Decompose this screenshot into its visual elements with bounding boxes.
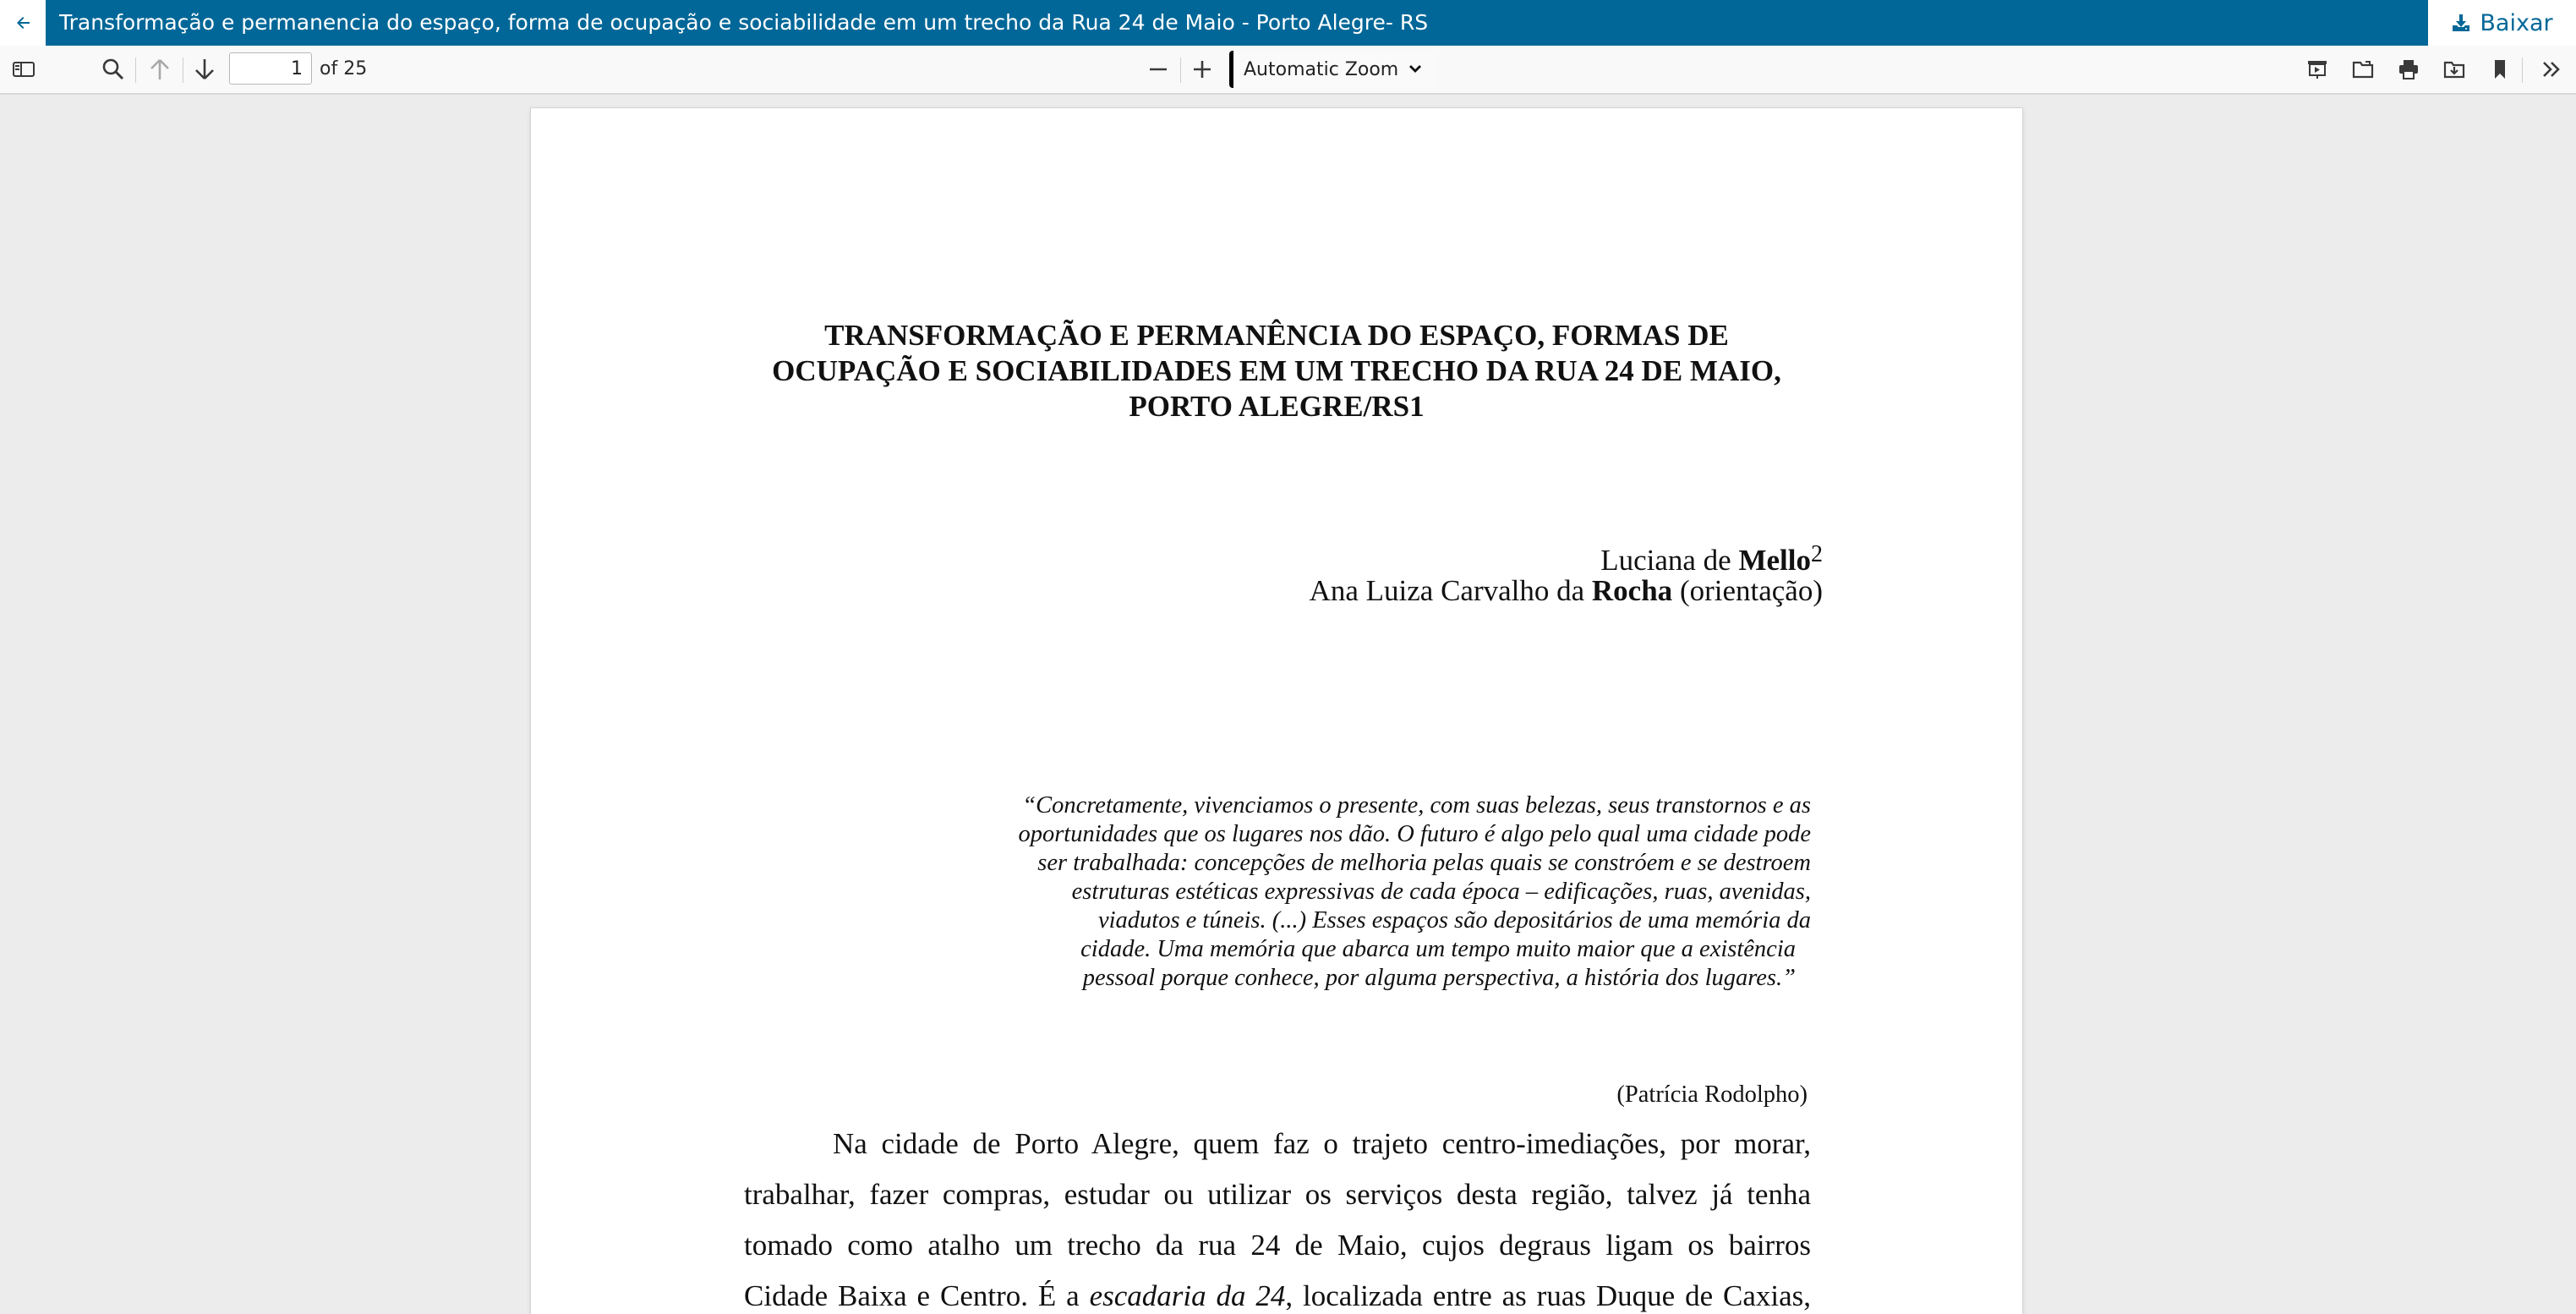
download-icon — [2451, 13, 2471, 33]
quote-line: viadutos e túneis. (...) Esses espaços são depositários de uma memória da — [1097, 907, 1811, 933]
pdf-page — [531, 108, 2022, 1314]
paper-title-line: TRANSFORMAÇÃO E PERMANÊNCIA DO ESPAÇO, FORMAS DE — [824, 319, 1729, 352]
arrow-down-icon — [194, 57, 216, 81]
download-label: Baixar — [2480, 9, 2553, 36]
author-role: (orientação) — [1672, 574, 1823, 607]
toolbar-separator — [135, 57, 136, 83]
bookmark-button[interactable] — [2480, 46, 2520, 93]
author-line — [1310, 576, 1823, 606]
zoom-out-icon — [1147, 58, 1169, 80]
zoom-in-icon — [1191, 58, 1213, 80]
paper-title-line: OCUPAÇÃO E SOCIABILIDADES EM UM TRECHO DA RUA 24 DE MAIO, — [772, 354, 1781, 387]
author-name: Ana Luiza Carvalho da — [1309, 574, 1592, 607]
quote-line: “Concretamente, vivenciamos o presente, com suas belezas, seus transtornos e as — [1022, 792, 1811, 819]
presentation-icon — [2305, 58, 2329, 80]
body-text-segment: , localizada entre as ruas Duque de Caxias, — [1285, 1279, 1811, 1312]
save-button[interactable] — [2434, 46, 2475, 93]
author-name: Luciana de — [1600, 544, 1739, 577]
author-surname: Rocha — [1591, 574, 1673, 607]
zoom-select-value: Automatic Zoom — [1244, 58, 1399, 80]
quote-line: cidade. Uma memória que abarca um tempo muito maior que a existência — [1080, 936, 1796, 962]
arrow-left-icon — [13, 13, 33, 33]
search-icon — [101, 57, 125, 81]
print-icon — [2397, 58, 2420, 80]
open-file-icon — [2351, 58, 2375, 80]
body-line: tomado como atalho um trecho da rua 24 de Maio, cujos degraus ligam os bairros — [744, 1229, 1811, 1262]
arrow-up-icon — [149, 57, 171, 81]
footnote-marker[interactable]: 2 — [1811, 541, 1823, 567]
double-chevron-icon — [2540, 58, 2563, 80]
quote-line: oportunidades que os lugares nos dão. O futuro é algo pelo qual uma cidade pode — [1018, 821, 1811, 847]
paper-title — [531, 318, 2022, 424]
quote-line: ser trabalhada: concepções de melhoria pelas quais se constróem e se destroem — [1037, 850, 1811, 876]
search-button[interactable] — [93, 46, 134, 93]
body-line: trabalhar, fazer compras, estudar ou utilizar os serviços desta região, talvez já tenha — [744, 1178, 1811, 1211]
zoom-select[interactable] — [1229, 51, 1436, 88]
body-paragraph — [744, 1119, 1811, 1314]
zoom-out-button[interactable] — [1138, 46, 1179, 93]
body-line — [744, 1271, 1811, 1314]
page-number-input[interactable] — [229, 52, 312, 85]
save-icon — [2442, 58, 2466, 80]
chevron-down-icon — [1407, 59, 1424, 78]
quote-line: pessoal porque conhece, por alguma perspectiva, a história dos lugares.” — [1082, 965, 1796, 991]
document-title: Transformação e permanencia do espaço, forma de ocupação e sociabilidade em um trecho da Rua 24 de Maio - Porto Alegre- RS — [59, 10, 1429, 35]
tools-menu-button[interactable] — [2531, 46, 2572, 93]
author-line — [1310, 539, 1823, 576]
paper-title-line: PORTO ALEGRE/RS1 — [1129, 390, 1425, 423]
author-surname: Mello — [1738, 544, 1811, 577]
previous-page-button[interactable] — [139, 46, 180, 93]
title-bar — [0, 0, 2576, 46]
presentation-mode-button[interactable] — [2297, 46, 2338, 93]
authors — [1310, 539, 1823, 606]
open-file-button[interactable] — [2343, 46, 2383, 93]
pdf-toolbar — [0, 46, 2576, 95]
body-line: Na cidade de Porto Alegre, quem faz o trajeto centro-imediações, por morar, — [833, 1127, 1811, 1160]
quote-line: estruturas estéticas expressivas de cada época – edificações, ruas, avenidas, — [1071, 879, 1811, 905]
page-count: of 25 — [320, 58, 368, 79]
bookmark-icon — [2490, 57, 2510, 81]
download-button[interactable] — [2428, 0, 2576, 46]
toolbar-separator — [2522, 57, 2523, 83]
body-text-italic: escadaria da 24 — [1089, 1279, 1286, 1312]
next-page-button[interactable] — [184, 46, 225, 93]
zoom-in-button[interactable] — [1182, 46, 1222, 93]
back-button[interactable] — [0, 0, 46, 46]
document-viewer[interactable] — [0, 95, 2576, 1314]
quote-attribution: (Patrícia Rodolpho) — [1616, 1081, 1808, 1108]
body-text-segment: Cidade Baixa e Centro. É a — [744, 1279, 1090, 1312]
toolbar-separator — [1180, 57, 1181, 83]
epigraph-quote — [949, 791, 1811, 993]
sidebar-toggle-button[interactable] — [3, 46, 44, 93]
print-button[interactable] — [2388, 46, 2429, 93]
sidebar-toggle-icon — [12, 59, 36, 79]
